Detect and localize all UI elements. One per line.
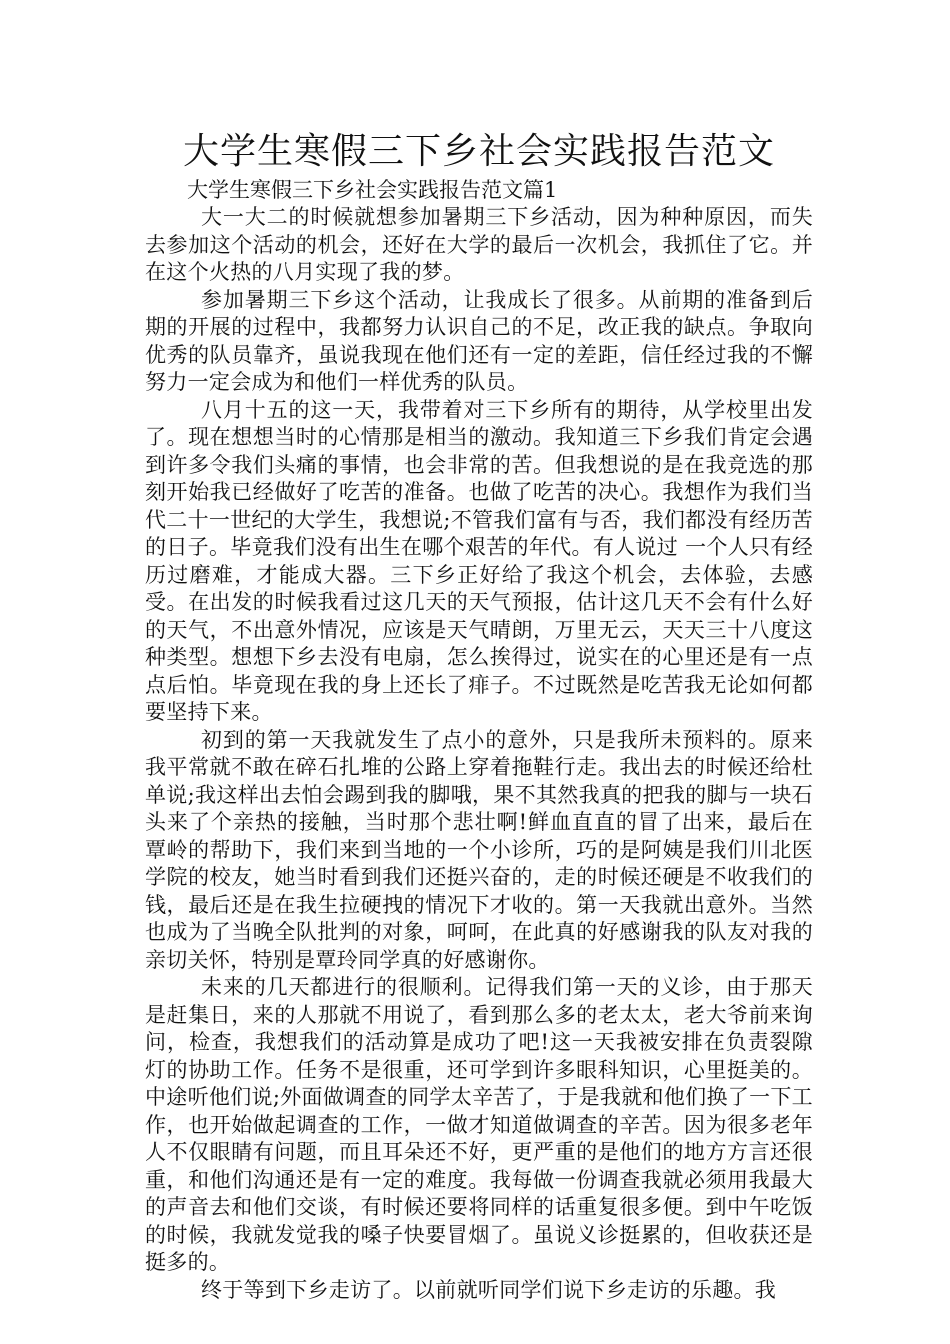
paragraph: 初到的第一天我就发生了点小的意外，只是我所未预料的。原来我平常就不敢在碎石扎堆的公路上穿着拖鞋行走。我出去的时候还给杜单说;我这样出去怕会踢到我的脚哦，果不其然我真的把我的脚与一块石头来了个亲热的接触，当时那个悲壮啊!鲜血直直的冒了出来，最后在覃岭的帮助下，我们来到当地的一个小诊所，巧的是阿姨是我们川北医学院的校友，她当时看到我们还挺兴奋的，走的时候还硬是不收我们的钱，最后还是在我生拉硬拽的情况下才收的。第一天我就出意外。当然也成为了当晚全队批判的对象，呵呵，在此真的好感谢我的队友对我的亲切关怀，特别是覃玲同学真的好感谢你。 — [145, 727, 813, 972]
paragraph: 未来的几天都进行的很顺利。记得我们第一天的义诊，由于那天是赶集日，来的人那就不用说了，看到那么多的老太太，老大爷前来询问，检查，我想我们的活动算是成功了吧!这一天我被安排在负责裂隙灯的协助工作。任务不是很重，还可学到许多眼科知识，心里挺美的。中途听他们说;外面做调查的同学太辛苦了，于是我就和他们换了一下工作，也开始做起调查的工作，一做才知道做调查的辛苦。因为很多老年人不仅眼睛有问题，而且耳朵还不好，更严重的是他们的地方方言还很重，和他们沟通还是有一定的难度。我每做一份调查我就必须用我最大的声音去和他们交谈，有时候还要将同样的话重复很多便。到中午吃饭的时候，我就发觉我的嗓子快要冒烟了。虽说义诊挺累的，但收获还是挺多的。 — [145, 975, 813, 1274]
paragraph: 八月十五的这一天，我带着对三下乡所有的期待，从学校里出发了。现在想想当时的心情那是相当的激动。我知道三下乡我们肯定会遇到许多令我们头痛的事情，也会非常的苦。但我想说的是在我竞选的那刻开始我已经做好了吃苦的准备。也做了吃苦的决心。我想作为我们当代二十一世纪的大学生，我想说;不管我们富有与否，我们都没有经历苦的日子。毕竟我们没有出生在哪个艰苦的年代。有人说过 一个人只有经历过磨难，才能成大器。三下乡正好给了我这个机会，去体验，去感受。在出发的时候我看过这几天的天气预报，估计这几天不会有什么好的天气，不出意外情况，应该是天气晴朗，万里无云，天天三十八度这种类型。想想下乡去没有电扇，怎么挨得过，说实在的心里还是有一点点后怕。毕竟现在我的身上还长了痱子。不过既然是吃苦我无论如何都要坚持下来。 — [145, 397, 813, 724]
paragraph: 终于等到下乡走访了。以前就听同学们说下乡走访的乐趣。我 — [201, 1277, 777, 1302]
paragraph: 大一大二的时候就想参加暑期三下乡活动，因为种种原因，而失去参加这个活动的机会，还好在大学的最后一次机会，我抓住了它。并在这个火热的八月实现了我的梦。 — [145, 205, 813, 284]
section-subtitle: 大学生寒假三下乡社会实践报告范文篇1 — [187, 178, 558, 202]
document-title: 大学生寒假三下乡社会实践报告范文 — [182, 131, 775, 172]
paragraph: 参加暑期三下乡这个活动，让我成长了很多。从前期的准备到后期的开展的过程中，我都努力认识自己的不足，改正我的缺点。争取向优秀的队员靠齐，虽说我现在他们还有一定的差距，信任经过我的不懈努力一定会成为和他们一样优秀的队员。 — [145, 287, 813, 394]
document-body — [145, 128, 813, 1304]
